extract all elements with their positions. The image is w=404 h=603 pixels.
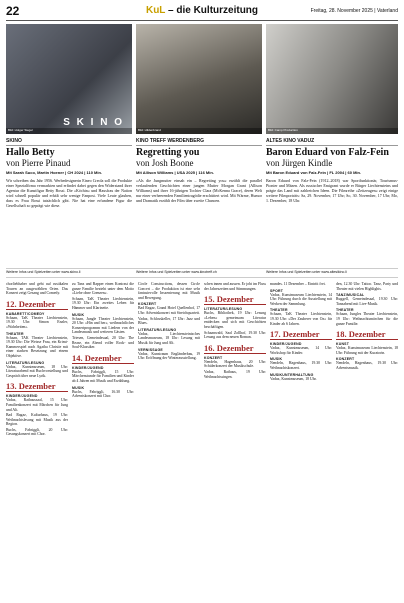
article-subtitle: von Josh Boone — [136, 158, 194, 168]
date-heading: 12. Dezember — [6, 299, 68, 310]
event-entry: Buchs, Bibliothek, 19 Uhr: Lesung »Leben« gemeinsam Literatur entdecken und sich mit Geschichten beschäftigen. — [204, 311, 266, 329]
event-entry: Bad Ragaz, Grand Hotel Quellenhof, 17 Uhr: Adventskonzert mit Streichquartett. — [138, 306, 201, 315]
event-entry: Circle Constructions, dessen Circle Concert – die Produktion ist eine sehr fantasievolle Inszenierung mit Musik und Bewegung. — [138, 282, 200, 300]
date-heading: 14. Dezember — [72, 353, 134, 364]
agenda-column — [336, 282, 398, 372]
photo-row — [6, 24, 398, 134]
agenda-column — [6, 282, 68, 438]
category-label: KINDER/JUGEND — [72, 365, 104, 370]
category-label: LITERATUR/LESUNG — [204, 307, 243, 312]
kul-logo: KuL — [145, 5, 166, 16]
article-title: Hallo Betty — [6, 147, 55, 158]
category-label: THEATER — [270, 308, 288, 313]
article-credits: Mit Allison Williams | USA 2025 | 116 Min. — [136, 170, 214, 175]
event-entry: Schaan, TaK Theater Liechtenstein, 19.30 Uhr: Ein zweites Leben für Hämmer und Klarinette. — [72, 296, 134, 310]
category-label: THEATER — [336, 308, 354, 313]
photo-caption: Bild: Hildenbrand — [136, 128, 262, 134]
event-agenda — [6, 282, 398, 598]
page-number: 22 — [6, 4, 20, 18]
event-entry: Schaan, Jungle Theater Liechtenstein, 20 Uhr: »Hin und her«, weihnachtliches Konzertprogramm mit Liedern von der Landesmusik und weiteren Gästen. — [72, 316, 134, 335]
film-articles — [6, 138, 398, 268]
date-heading: 15. Dezember — [204, 294, 266, 305]
event-entry: Buchs, Fabriggli, 15 Uhr: Märchenstunde für Familien und Kinder ab 4 Jahren mit Musik und Erzählung. — [72, 369, 134, 383]
article-title: Baron Eduard von Falz-Fein — [266, 147, 389, 158]
article-body: Wir schreiben das Jahr 1956. Werbedesignerin Eineo Creola soll die Produkte einer Spezialfirma vermarkten und erfindet dabei gegen den Widerstand ihrer Agentur die Kunstfigur Betty Bossi. Die »Köchin« und Hausfrau der Nation wird schnell populär und erhält sehr wenige Fanpost. Viele Leute glauben, dass es Frau Bossi tatsächlich gibt. Nie hat eine erfundene Figur die Gesellschaft so geprägt wie diese. — [6, 178, 132, 208]
article-body: »Als die Jungmutter einsah ein – Regretting you« erzählt die parallel verlaufenden Geschichten einer jungen Mutter Morgan Grant (Allison Williams) und ihrer 16-jährigen Tochter Clara (McKenna Grace), deren Welt nur einer verheerenden Familientragödie erschüttert wird. Mit Wärme, Humor und Dramatik erzählt der Film über zweite Chancen. — [136, 178, 262, 203]
date-heading: 17. Dezember — [270, 329, 332, 340]
event-entry: Bad Ragaz, Kulturhaus, 19 Uhr: Weihnachtslesung mit Musik aus der Region. — [6, 413, 68, 427]
article-credits: Mit Sarah Suco, Martin Hoener | CH 2024 | 110 Min. — [6, 170, 103, 175]
event-entry: Vaduz, Kunstmuseum, 18 Uhr. — [270, 376, 317, 381]
event-entry: Schaan, TaK Theater Liechtenstein, 19.30 Uhr: Simon Enzler, »Wahrheiten«. — [6, 315, 68, 329]
event-entry: Schaan, TaK Theater Liechtenstein, 19.30 Uhr: »Der Zauberer von Oz« für Kinder ab 6 Jahren. — [270, 312, 332, 326]
article-kicker: SKINO — [6, 138, 132, 146]
event-entry: Vaduz, Kunstraum Engländerbau, 19 Uhr: Eröffnung der Winterausstellung. — [138, 351, 200, 361]
info-link-kinotreff: Weitere Infos und Spielzeiten unter www.kinotreff.ch — [136, 270, 217, 274]
article-kicker: KINO TREFF WERDENBERG — [136, 138, 262, 146]
event-entry: Buchs, Fabriggli, 16.30 Uhr: Adventskonzert mit Chor. — [72, 389, 134, 399]
article-hallo-betty — [6, 138, 132, 208]
event-entry: zu Tanz und Rapper einen Kontrast die ganze Familie bezieht unter dem Motto »Liebe ohne Grenzen«. — [72, 282, 134, 296]
category-label: MUSIK — [270, 357, 283, 362]
event-entry: Vaduz, Kunstmuseum, 18 Uhr: Literaturabend mit Buchvorstellung und Gespräch über neue Lyrik. — [6, 364, 68, 378]
category-label: THEATER — [6, 331, 24, 336]
event-entry: Triesen, Gemeindesaal, 20 Uhr: The Rease, ein Abend voller Rock- und Soul-Klassiker. — [72, 335, 134, 350]
category-label: LITERATUR/LESUNG — [138, 327, 177, 332]
category-label: MUSIK — [72, 385, 85, 390]
agenda-column — [270, 282, 332, 382]
event-entry: mundes. 11 Dezember – Eintritt frei. — [270, 282, 326, 286]
event-entry: Schaan, Jungles Theater Liechtenstein, 19 Uhr: Weihnachtsmärchen für die ganze Familie. — [336, 312, 398, 326]
category-label: KONZERT — [138, 302, 157, 307]
photo-caption: Bild: Holger Siegel — [6, 128, 132, 134]
category-label: LITERATUR/LESUNG — [6, 360, 45, 365]
article-kicker: ALTES KINO VADUZ — [266, 138, 398, 146]
category-label: SPORT — [270, 288, 284, 293]
article-falz-fein — [266, 138, 398, 203]
event-entry: den, 12.30 Uhr: Tattoo. Tanz, Party und Theater mit vielen Highlights. — [336, 282, 398, 291]
event-entry: Nendeln, Hagenhaus, 19.30 Uhr: Adventsmusik. — [336, 361, 398, 370]
event-entry: chorliebhaber und geht auf rustikalen Touren an ausgewählten Orten. Das Konzert zeigt Gesang und Comedy. — [6, 282, 68, 296]
issue-date: Freitag, 28. November 2025 | Vaterland — [310, 8, 398, 14]
event-entry: schen innen und aussen. Er jobt im Fluss der Jahreszeiten und Stimmungen. — [204, 282, 267, 291]
event-entry: Schaanwald, Saal Zollhof, 19.30 Uhr: Lesung aus dem neuen Roman. — [204, 330, 266, 340]
category-label: KUNST — [336, 342, 350, 347]
event-entry: Buchs, Fabriggli, 20 Uhr: Gesangskonzert mit Chor. — [6, 427, 68, 437]
event-entry: Ruggell, Gemeindesaal, 19.30 Uhr: Tanzabend mit Live-Musik. — [336, 297, 398, 306]
info-bar — [6, 268, 398, 278]
article-body: Baron Eduard von Falz-Fein (1912–2018) war Sportfunktionär, Tourismus-Pionier und Mäzen. Als russischer Emigrant wurde er Bürger Liechtensteins und prägte das Land mit zahlreichen Ideen. Die Filmreihe »Zeitzeugen« zeigt einige weitere Filmporträts: Sa, 29. November, 17 Uhr; So, 30. November, 17 Uhr; Mo, 1. Dezember, 18 Uhr. — [266, 178, 398, 203]
category-label: KINDER/JUGEND — [270, 342, 302, 347]
page-header — [6, 4, 398, 21]
article-subtitle: von Jürgen Kindle — [266, 158, 333, 168]
category-label: KINDER/JUGEND — [6, 394, 38, 399]
info-link-skino: Weitere Infos und Spielzeiten unter www.skino.li — [6, 270, 81, 274]
skino-logo: S K I N O — [63, 117, 124, 128]
category-label: MUSIKUNTERHALTUNG — [270, 372, 314, 377]
category-label: KABARETT/COMEDY — [6, 311, 45, 316]
date-heading: 18. Dezember — [336, 329, 398, 340]
agenda-column — [138, 282, 200, 362]
category-label: MUSIK — [72, 312, 85, 317]
date-heading: 16. Dezember — [204, 343, 266, 354]
event-entry: Vaduz, Kunstmuseum Liechtenstein, 14 Uhr: Führung durch die Ausstellung mit Werken der Sammlung. — [270, 292, 332, 306]
category-label: TANZ/MUSICAL — [336, 293, 365, 298]
agenda-column — [204, 282, 266, 380]
event-entry: Nendeln, Hagenhaus, 19.30 Uhr: Weihnachtskonzert. — [270, 361, 332, 370]
section-title-text: – die Kulturzeitung — [165, 5, 259, 16]
event-entry: Vaduz, Kunstmuseum, 14 Uhr: Workshop für Kinder. — [270, 346, 332, 355]
article-subtitle: von Pierre Pinaud — [6, 158, 71, 168]
event-entry: Nendeln, Hagenhaus, 20 Uhr: Schülerkonzert der Musikschule. — [204, 359, 266, 369]
article-title: Regretting you — [136, 147, 200, 158]
agenda-column — [72, 282, 134, 400]
category-label: KONZERT — [204, 355, 223, 360]
portrait-falz-fein — [266, 24, 398, 134]
event-entry: Vaduz, Rathaus, 19 Uhr: Weihnachtssingen. — [204, 369, 266, 379]
event-entry: Vaduz, Kunstmuseum Liechtenstein, 18 Uhr: Führung mit der Kuratorin. — [336, 346, 398, 355]
event-entry: Schaan, TAK Theater Liechtenstein, 19.30 Uhr: Die Weisse Frau, ein Krimi-Kammerspiel nach Agatha Christie mit einer starken Besetzung und einem Objektive. — [6, 335, 68, 358]
category-label: KONZERT — [336, 357, 355, 362]
date-heading: 13. Dezember — [6, 381, 68, 392]
article-credits: Mit Baron Eduard von Falz-Fein | FL 2004 | 60 Min. — [266, 170, 362, 175]
category-label: VERNISSAGE — [138, 347, 163, 352]
event-entry: Vaduz, Liechtensteinisches Landesmuseum, 18 Uhr: Lesung mit Musik für Jung und Alt. — [138, 331, 200, 345]
film-still-regretting-you — [136, 24, 262, 134]
event-entry: Vaduz, Schlosskeller, 17 Uhr: Jazz und Blues. — [138, 316, 200, 326]
event-entry: Vaduz, Rathaussaal, 15 Uhr: Familienkonzert mit Märchen für Jung und Alt. — [6, 398, 68, 412]
article-regretting-you — [136, 138, 262, 203]
photo-caption: Bild: Camp Production — [266, 128, 398, 134]
info-link-altes-kino: Weitere Infos und Spielzeiten unter www.altesikino.li — [266, 270, 347, 274]
film-still-hallo-betty — [6, 24, 132, 134]
